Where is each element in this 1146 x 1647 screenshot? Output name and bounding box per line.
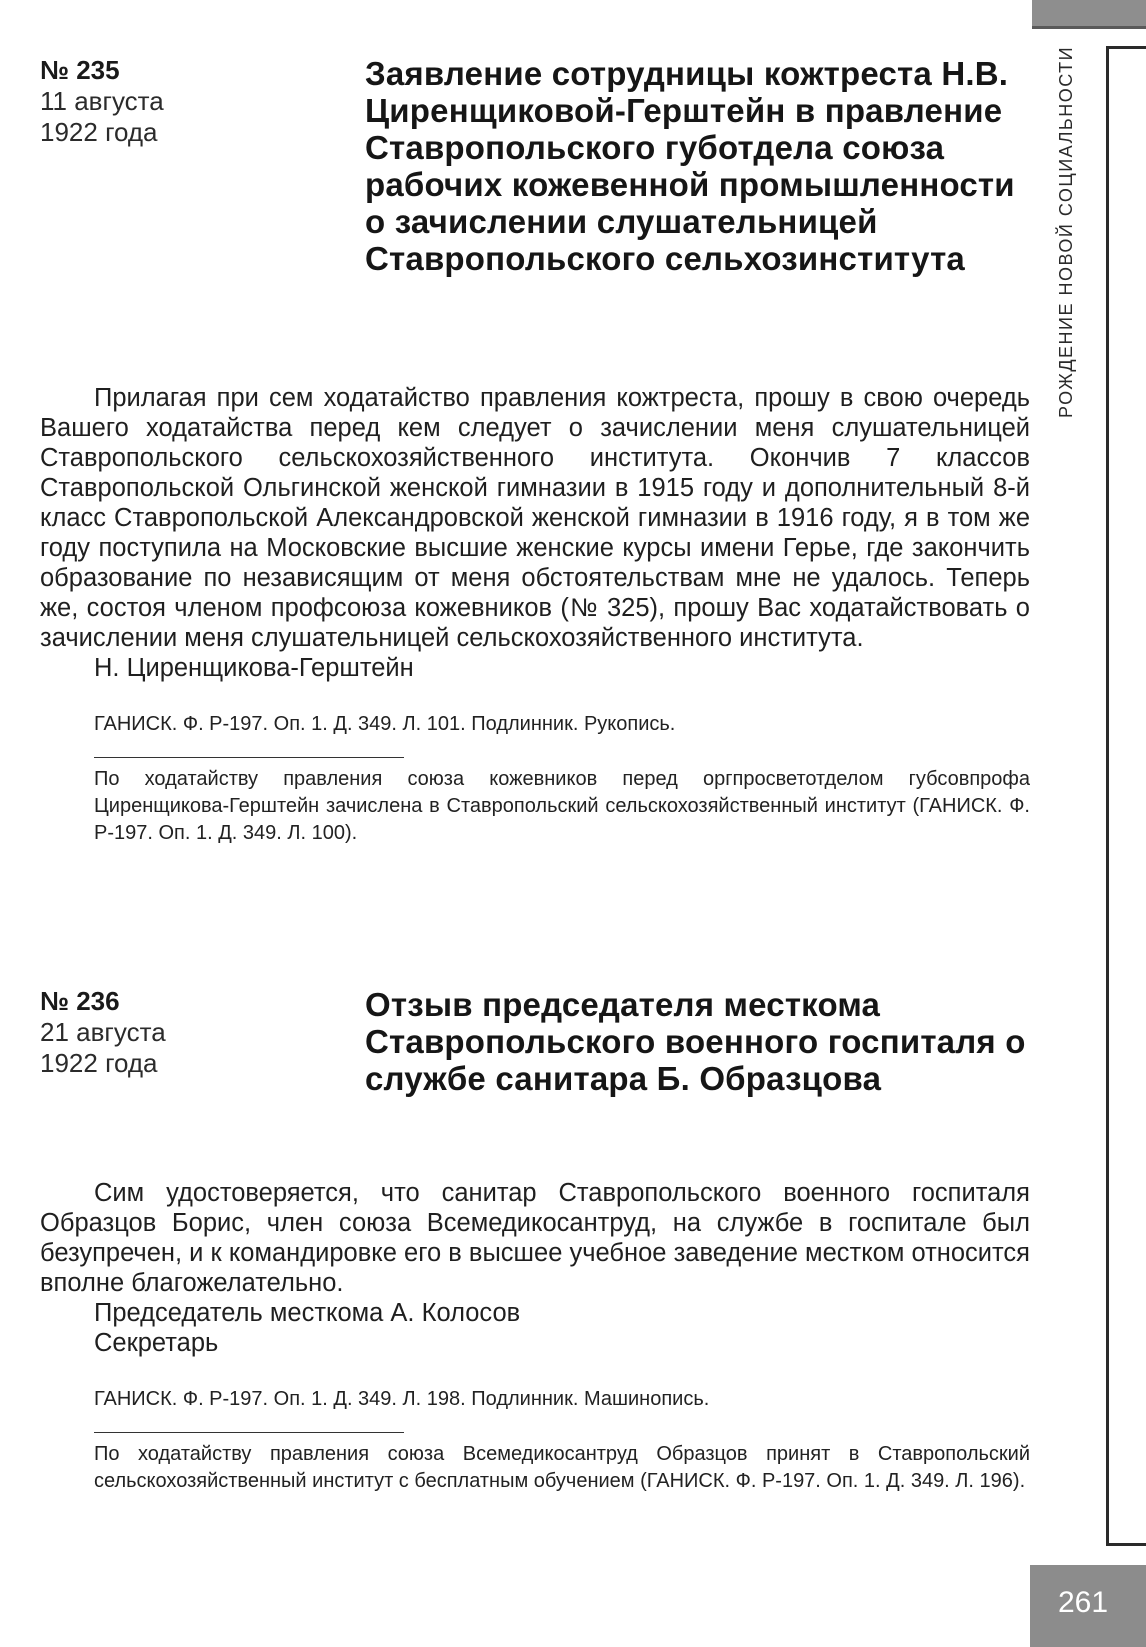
document-number: № 236 [40, 986, 120, 1016]
archive-source: ГАНИСК. Ф. Р-197. Оп. 1. Д. 349. Л. 101. Подлинник. Рукопись. [94, 713, 676, 735]
document-body [40, 1178, 1030, 1495]
running-section-title: РОЖДЕНИЕ НОВОЙ СОЦИАЛЬНОСТИ [1056, 46, 1076, 419]
footnote-rule [94, 1432, 404, 1433]
top-edge-tab [1032, 0, 1146, 29]
document-number: № 235 [40, 55, 120, 85]
signature: Н. Циренщикова-Герштейн [94, 654, 414, 682]
document-date: 11 августа [40, 86, 164, 116]
document-text: Прилагая при сем ходатайство правления кожтреста, прошу в свою очередь Вашего ходатайства перед кем следует о зачислении меня слушательницей Ставропольского сельскохозяйственного института. Окончив 7 классов Ставропольской Ольгинской женской гимназии в 1915 году и дополнительный 8-й класс Ставропольской Александровской женской гимназии в 1916 году, я в том же году поступила на Московские высшие женские курсы имени Герье, где закончить образование по независящим от меня обстоятельствам мне не удалось. Теперь же, состоя членом профсоюза кожевников (№ 325), прошу Вас ходатайствовать о зачислении меня слушательницей сельскохозяйственного института. [40, 384, 1030, 652]
footnote: По ходатайству правления союза Всемедикосантруд Образцов принят в Ставропольский сельскохозяйственный институт с бесплатным обучением (ГАНИСК. Ф. Р-197. Оп. 1. Д. 349. Л. 196). [94, 1443, 1030, 1492]
signature-secretary: Секретарь [94, 1329, 219, 1357]
footnote-rule [94, 757, 404, 758]
document-meta [40, 986, 290, 1079]
page-number: 261 [1030, 1565, 1146, 1647]
document-title: Отзыв председателя месткома Ставропольского военного госпиталя о службе санитара Б. Образцова [365, 986, 1026, 1097]
document-year: 1922 года [40, 1048, 158, 1078]
document-date: 21 августа [40, 1017, 166, 1047]
archive-source: ГАНИСК. Ф. Р-197. Оп. 1. Д. 349. Л. 198. Подлинник. Машинопись. [94, 1388, 710, 1410]
document-year: 1922 года [40, 117, 158, 147]
signature-chairman: Председатель месткома А. Колосов [94, 1299, 521, 1327]
document-title: Заявление сотрудницы кожтреста Н.В. Циренщиковой-Герштейн в правление Ставропольского губотдела союза рабочих кожевенной промышленности о зачислении слушательницей Ставропольского сельхозинститута [365, 55, 1015, 277]
document-body [40, 383, 1030, 847]
footnote: По ходатайству правления союза кожевников перед оргпросветотделом губсовпрофа Циренщикова-Герштейн зачислена в Ставропольский сельскохозяйственный институт (ГАНИСК. Ф. Р-197. Оп. 1. Д. 349. Л. 100). [94, 768, 1030, 844]
side-frame [1106, 46, 1146, 1546]
document-meta [40, 55, 290, 148]
document-text: Сим удостоверяется, что санитар Ставропольского военного госпиталя Образцов Борис, член союза Всемедикосантруд, на службе в госпитале был безупречен, и к командировке его в высшее учебное заведение местком относится вполне благожелательно. [40, 1179, 1030, 1297]
